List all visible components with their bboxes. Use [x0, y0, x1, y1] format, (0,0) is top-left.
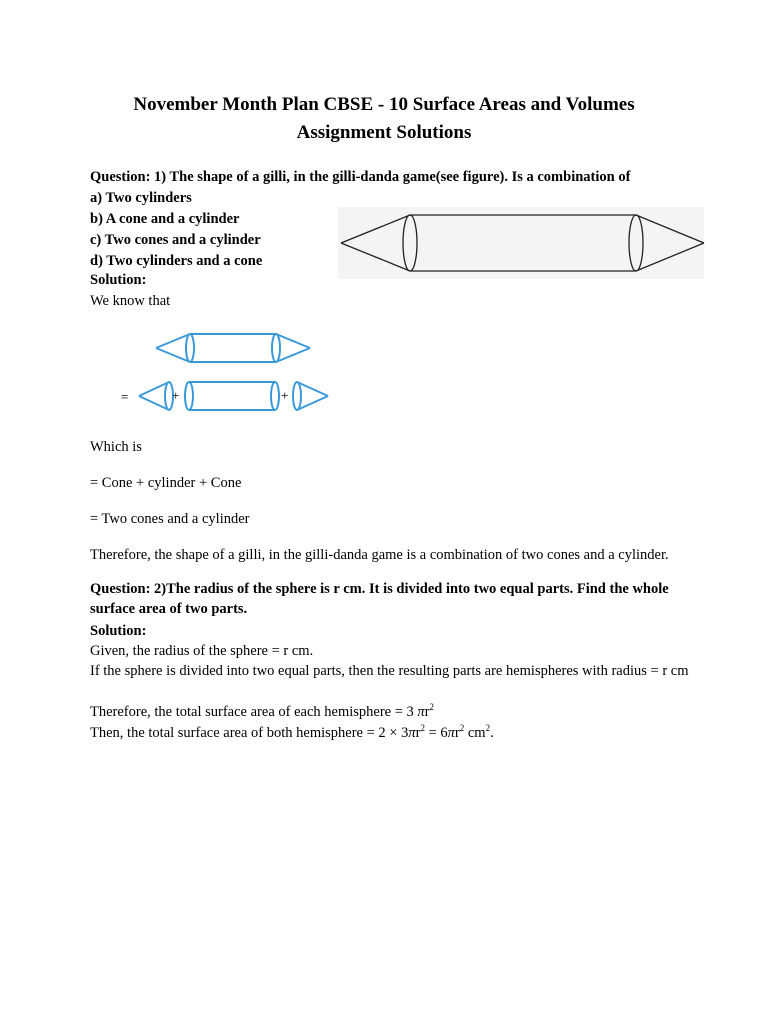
square-sup: 2: [429, 702, 435, 713]
square-sup: 2: [420, 723, 425, 734]
each-hemisphere-lead: Therefore, the total surface area of each hemisphere = 3: [90, 704, 418, 720]
option-b: b) A cone and a cylinder: [90, 211, 240, 227]
which-is-text: Which is: [90, 439, 142, 455]
pi-symbol: π: [417, 704, 425, 720]
page-title: November Month Plan CBSE - 10 Surface Areas and Volumes: [133, 94, 635, 115]
gilli-figure: [336, 205, 706, 281]
step-1-text: = Cone + cylinder + Cone: [90, 475, 242, 491]
option-c: c) Two cones and a cylinder: [90, 232, 261, 248]
unit-text: cm: [464, 725, 486, 741]
question-1-text: Question: 1) The shape of a gilli, in the gilli-danda game(see figure). Is a combination of: [90, 169, 631, 185]
both-hemisphere-text: [90, 723, 494, 743]
square-sup: 2: [459, 723, 465, 734]
r-symbol: r: [454, 725, 460, 741]
r-symbol: r: [415, 725, 421, 741]
solution-label-1: Solution:: [90, 272, 147, 288]
cone-cylinder-cone-figure: [136, 378, 332, 416]
r-symbol: r: [424, 704, 430, 720]
plus-sign-1: +: [172, 388, 180, 403]
step-2-text: = Two cones and a cylinder: [90, 511, 250, 527]
given-text: Given, the radius of the sphere = r cm.: [90, 643, 314, 659]
square-sup: 2: [485, 723, 491, 734]
option-d: d) Two cylinders and a cone: [90, 253, 263, 269]
equals-text: = 6: [424, 725, 448, 741]
pi-symbol: π: [408, 725, 416, 741]
both-hemisphere-lead: Then, the total surface area of both hemisphere = 2 × 3: [90, 725, 409, 741]
hemisphere-text: If the sphere is divided into two equal parts, then the resulting parts are hemispheres with radius = r cm: [90, 663, 689, 679]
each-hemisphere-text: [90, 702, 434, 722]
question-2-text: Question: 2)The radius of the sphere is r cm. It is divided into two equal parts. Find the whole surface area of two parts.: [90, 581, 669, 617]
solution-label-2: Solution:: [90, 623, 147, 639]
conclusion-text: Therefore, the shape of a gilli, in the gilli-danda game is a combination of two cones and a cylinder.: [90, 547, 669, 563]
plus-sign-2: +: [281, 388, 289, 403]
period-text: .: [490, 725, 494, 741]
page-subtitle: Assignment Solutions: [296, 122, 472, 143]
we-know-text: We know that: [90, 293, 171, 309]
equals-sign: =: [121, 389, 129, 404]
option-a: a) Two cylinders: [90, 190, 192, 206]
gilli-blue-figure: [152, 330, 314, 368]
pi-symbol: π: [447, 725, 455, 741]
